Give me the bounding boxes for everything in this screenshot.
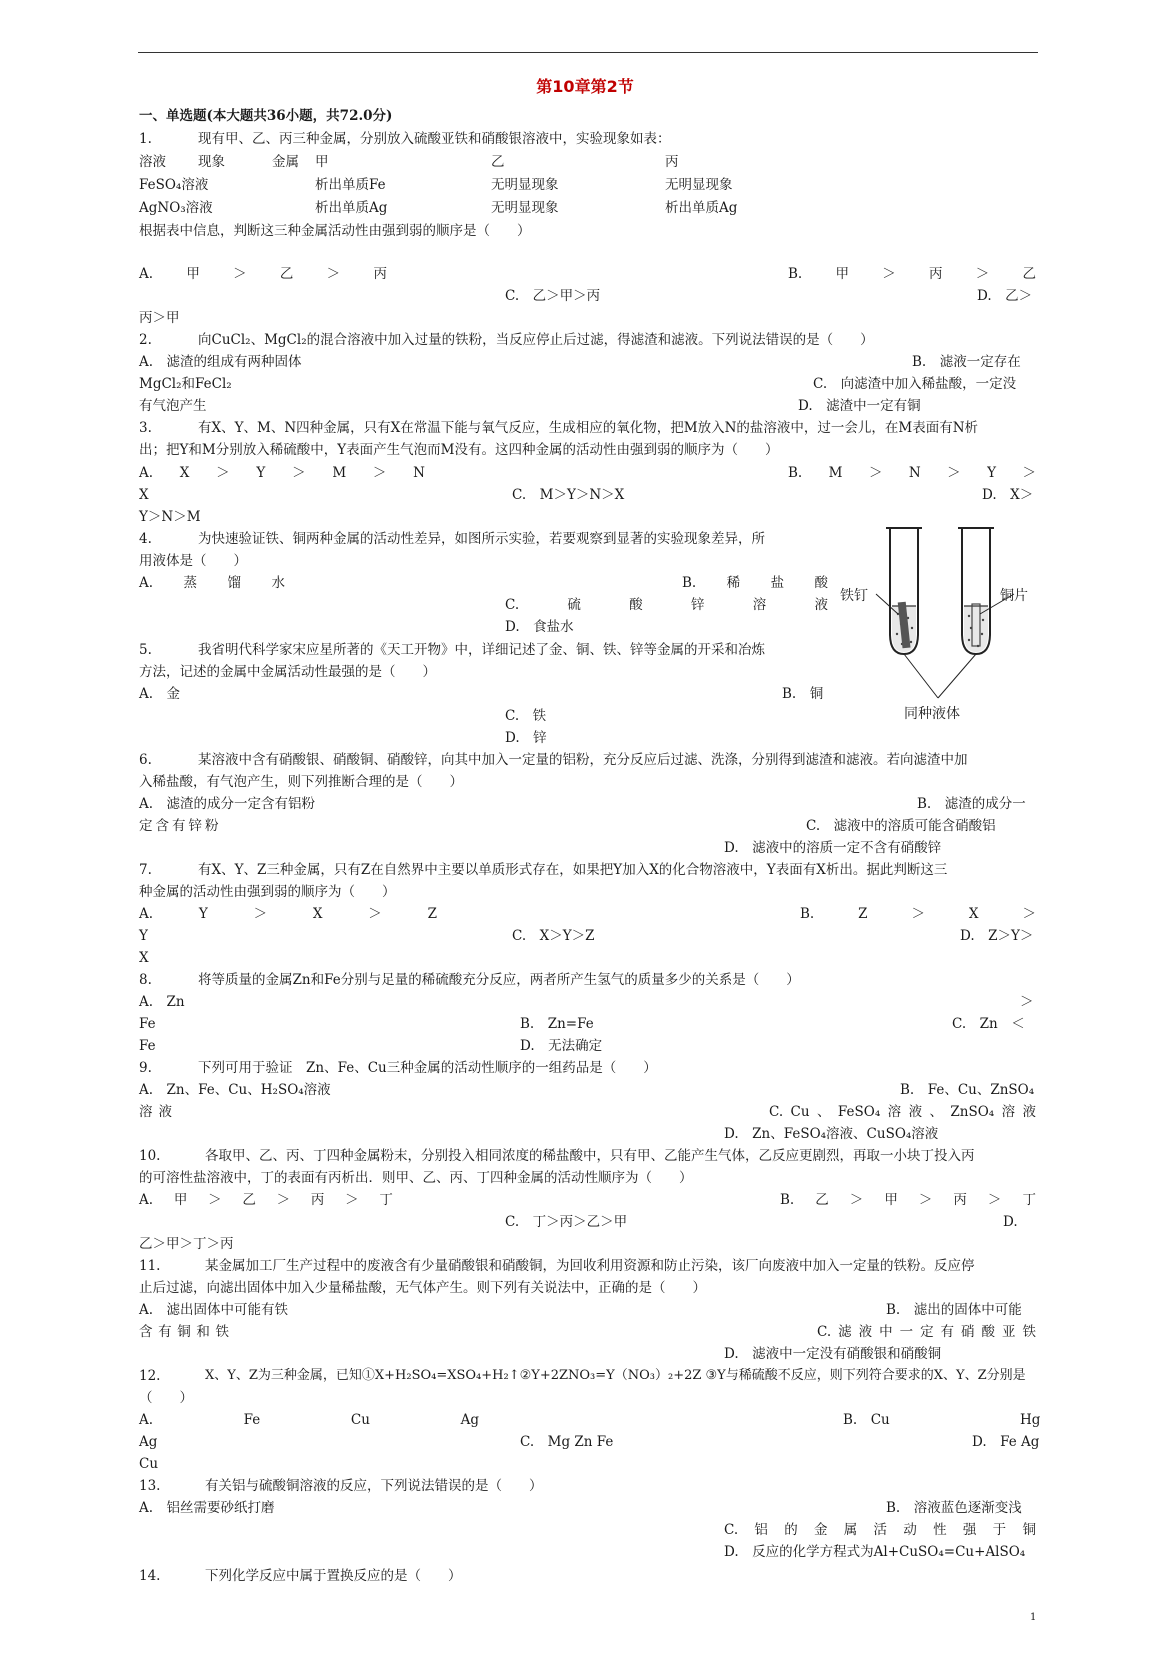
q9-option-b-cont: 溶液 bbox=[139, 1104, 178, 1120]
q12-option-a[interactable]: A. Fe Cu Ag bbox=[139, 1412, 479, 1428]
label-copper-sheet: 铜片 bbox=[1000, 588, 1028, 604]
q9-option-b[interactable]: B. Fe、Cu、ZnSO₄ bbox=[900, 1082, 1035, 1098]
q3-option-b-cont: X bbox=[139, 487, 149, 503]
q10-number: 10. bbox=[139, 1148, 161, 1164]
q6-option-b[interactable]: B. 滤渣的成分一 bbox=[917, 796, 1026, 812]
q7-option-d[interactable]: D. Z＞Y＞ bbox=[960, 928, 1034, 944]
q12-option-b[interactable]: B. Cu bbox=[843, 1412, 890, 1428]
q14-number: 14. bbox=[139, 1568, 161, 1584]
q12-option-b-end: Hg bbox=[1020, 1412, 1041, 1428]
q8-option-a-symbol: ＞ bbox=[1020, 994, 1034, 1010]
q10-stem-1: 各取甲、乙、丙、丁四种金属粉末，分别投入相同浓度的稀盐酸中，只有甲、乙能产生气体，乙反应更剧烈，再取一小块丁投入丙 bbox=[205, 1148, 975, 1164]
q5-option-d[interactable]: D. 锌 bbox=[505, 730, 547, 746]
q11-option-c[interactable]: C. 滤 液 中 一 定 有 硝 酸 亚 铁 bbox=[817, 1324, 1036, 1340]
q13-option-b[interactable]: B. 溶液蓝色逐渐变浅 bbox=[886, 1500, 1022, 1516]
q1-option-a[interactable]: A. 甲 ＞ 乙 ＞ 丙 bbox=[139, 266, 387, 282]
q11-stem-2: 止后过滤，向滤出固体中加入少量稀盐酸，无气体产生。则下列有关说法中，正确的是（ ） bbox=[139, 1280, 706, 1296]
q3-option-d[interactable]: D. X＞ bbox=[982, 487, 1034, 503]
q12-number: 12. bbox=[139, 1368, 161, 1384]
q6-number: 6. bbox=[139, 752, 152, 768]
q2-option-a[interactable]: A. 滤渣的组成有两种固体 bbox=[139, 354, 302, 370]
q10-option-a[interactable]: A. 甲 ＞ 乙 ＞ 丙 ＞ 丁 bbox=[139, 1192, 393, 1208]
q8-option-a-cont: Fe bbox=[139, 1016, 156, 1032]
q2-stem: 向CuCl₂、MgCl₂的混合溶液中加入过量的铁粉，当反应停止后过滤，得滤渣和滤液。下列说法错误的是（ ） bbox=[198, 332, 874, 348]
right-test-tube bbox=[958, 528, 994, 654]
q8-option-d[interactable]: D. 无法确定 bbox=[520, 1038, 603, 1054]
q7-option-a[interactable]: A. Y ＞ X ＞ Z bbox=[139, 906, 437, 922]
q1-row1-a: 析出单质Fe bbox=[315, 177, 386, 193]
q9-option-a[interactable]: A. Zn、Fe、Cu、H₂SO₄溶液 bbox=[139, 1082, 331, 1098]
q11-option-b[interactable]: B. 滤出的固体中可能 bbox=[886, 1302, 1022, 1318]
q7-option-d-cont: X bbox=[139, 950, 149, 966]
q13-option-a[interactable]: A. 铝丝需要砂纸打磨 bbox=[139, 1500, 275, 1516]
q9-stem: 下列可用于验证 Zn、Fe、Cu三种金属的活动性顺序的一组药品是（ ） bbox=[198, 1060, 657, 1076]
q1-option-c[interactable]: C. 乙＞甲＞丙 bbox=[505, 288, 601, 304]
test-tube-figure bbox=[838, 524, 1038, 720]
q1-row2-b: 无明显现象 bbox=[491, 200, 559, 216]
q1-th-a: 甲 bbox=[315, 154, 329, 170]
q5-number: 5. bbox=[139, 642, 152, 658]
q11-option-a[interactable]: A. 滤出固体中可能有铁 bbox=[139, 1302, 289, 1318]
q8-number: 8. bbox=[139, 972, 152, 988]
q11-option-d[interactable]: D. 滤液中一定没有硝酸银和硝酸铜 bbox=[724, 1346, 942, 1362]
label-iron-nail: 铁钉 bbox=[840, 588, 868, 604]
q2-option-b[interactable]: B. 滤液一定存在 bbox=[912, 354, 1021, 370]
q5-option-c[interactable]: C. 铁 bbox=[505, 708, 547, 724]
page-title: 第10章第2节 bbox=[536, 77, 634, 96]
q12-option-d[interactable]: D. Fe Ag bbox=[972, 1434, 1040, 1450]
q8-stem: 将等质量的金属Zn和Fe分别与足量的稀硫酸充分反应，两者所产生氢气的质量多少的关系是（ ） bbox=[198, 972, 800, 988]
q9-number: 9. bbox=[139, 1060, 152, 1076]
q1-th-phenomenon: 现象 bbox=[198, 154, 225, 170]
header-rule bbox=[138, 52, 1038, 53]
q12-option-c[interactable]: C. Mg Zn Fe bbox=[520, 1434, 614, 1450]
q7-stem-1: 有X、Y、Z三种金属，只有Z在自然界中主要以单质形式存在，如果把Y加入X的化合物溶液中，Y表面有X析出。据此判断这三 bbox=[198, 862, 948, 878]
label-same-liquid: 同种液体 bbox=[904, 706, 960, 720]
q10-option-b[interactable]: B. 乙 ＞ 甲 ＞ 丙 ＞ 丁 bbox=[780, 1192, 1036, 1208]
q6-option-c[interactable]: C. 滤液中的溶质可能含硝酸铝 bbox=[806, 818, 996, 834]
q10-option-d[interactable]: D. bbox=[1003, 1214, 1018, 1230]
q1-ask: 根据表中信息，判断这三种金属活动性由强到弱的顺序是（ ） bbox=[139, 223, 531, 239]
q3-option-b[interactable]: B. M ＞ N ＞ Y ＞ bbox=[788, 465, 1036, 481]
q2-option-d[interactable]: D. 滤渣中一定有铜 bbox=[798, 398, 921, 414]
q3-option-d-cont: Y＞N＞M bbox=[139, 509, 201, 525]
q8-option-a[interactable]: A. Zn bbox=[139, 994, 185, 1010]
q10-option-d-cont: 乙＞甲＞丁＞丙 bbox=[139, 1236, 234, 1252]
q5-option-b[interactable]: B. 铜 bbox=[782, 686, 824, 702]
q5-stem-2: 方法，记述的金属中金属活动性最强的是（ ） bbox=[139, 664, 436, 680]
q5-stem-1: 我省明代科学家宋应星所著的《天工开物》中，详细记述了金、铜、铁、锌等金属的开采和冶炼 bbox=[198, 642, 765, 658]
q4-stem-2: 用液体是（ ） bbox=[139, 553, 247, 569]
q3-stem-2: 出；把Y和M分别放入稀硫酸中，Y表面产生气泡而M没有。这四种金属的活动性由强到弱的顺序为（ ） bbox=[139, 442, 779, 458]
q1-th-c: 丙 bbox=[665, 154, 679, 170]
q14-stem: 下列化学反应中属于置换反应的是（ ） bbox=[205, 1568, 462, 1584]
q13-option-c[interactable]: C. 铝 的 金 属 活 动 性 强 于 铜 bbox=[724, 1522, 1036, 1538]
q2-number: 2. bbox=[139, 332, 152, 348]
q6-stem-2: 入稀盐酸，有气泡产生，则下列推断合理的是（ ） bbox=[139, 774, 463, 790]
q7-stem-2: 种金属的活动性由强到弱的顺序为（ ） bbox=[139, 884, 396, 900]
q8-option-b[interactable]: B. Zn=Fe bbox=[520, 1016, 594, 1032]
q1-stem: 现有甲、乙、丙三种金属，分别放入硫酸亚铁和硝酸银溶液中，实验现象如表： bbox=[198, 131, 671, 147]
q7-option-b-cont: Y bbox=[139, 928, 148, 944]
q12-option-d-cont: Cu bbox=[139, 1456, 159, 1472]
q10-stem-2: 的可溶性盐溶液中，丁的表面有丙析出．则甲、乙、丙、丁四种金属的活动性顺序为（ ） bbox=[139, 1170, 693, 1186]
q1-option-d-cont: 丙＞甲 bbox=[139, 310, 180, 326]
q13-option-d[interactable]: D. 反应的化学方程式为Al+CuSO₄=Cu+AlSO₄ bbox=[724, 1544, 1026, 1560]
left-test-tube bbox=[886, 528, 922, 654]
q4-option-d[interactable]: D. 食盐水 bbox=[505, 619, 574, 635]
section-heading: 一、单选题(本大题共36小题，共72.0分) bbox=[139, 108, 393, 124]
q4-number: 4. bbox=[139, 531, 152, 547]
q1-row1-c: 无明显现象 bbox=[665, 177, 733, 193]
q6-option-b-cont: 定含有锌粉 bbox=[139, 818, 222, 834]
q8-option-c-cont: Fe bbox=[139, 1038, 156, 1054]
q1-row2-a: 析出单质Ag bbox=[315, 200, 388, 216]
q6-stem-1: 某溶液中含有硝酸银、硝酸铜、硝酸锌，向其中加入一定量的铝粉，充分反应后过滤、洗涤，分别得到滤渣和滤液。若向滤渣中加 bbox=[198, 752, 968, 768]
q1-option-b[interactable]: B. 甲 ＞ 丙 ＞ 乙 bbox=[788, 266, 1036, 282]
q9-option-c[interactable]: C. Cu 、 FeSO₄ 溶 液 、 ZnSO₄ 溶 液 bbox=[769, 1104, 1036, 1120]
q7-number: 7. bbox=[139, 862, 152, 878]
q1-number: 1. bbox=[139, 131, 152, 147]
q3-number: 3. bbox=[139, 420, 152, 436]
q1-row1-b: 无明显现象 bbox=[491, 177, 559, 193]
q1-row2-label: AgNO₃溶液 bbox=[139, 200, 213, 216]
q3-option-c[interactable]: C. M＞Y＞N＞X bbox=[512, 487, 625, 503]
q3-option-a[interactable]: A. X ＞ Y ＞ M ＞ N bbox=[139, 465, 425, 481]
q1-option-d[interactable]: D. 乙＞ bbox=[977, 288, 1033, 304]
q4-option-b[interactable]: B. 稀 盐 酸 bbox=[682, 575, 828, 591]
q7-option-c[interactable]: C. X＞Y＞Z bbox=[512, 928, 595, 944]
q8-option-c[interactable]: C. Zn ＜ bbox=[952, 1016, 1025, 1032]
q12-option-b-cont: Ag bbox=[139, 1434, 158, 1450]
q2-option-c[interactable]: C. 向滤渣中加入稀盐酸，一定没 bbox=[813, 376, 1017, 392]
q5-option-a[interactable]: A. 金 bbox=[139, 686, 181, 702]
q1-th-metal: 金属 bbox=[272, 154, 299, 170]
q11-number: 11. bbox=[139, 1258, 161, 1274]
q4-stem-1: 为快速验证铁、铜两种金属的活动性差异，如图所示实验，若要观察到显著的实验现象差异，所 bbox=[198, 531, 765, 547]
q2-option-b-cont: MgCl₂和FeCl₂ bbox=[139, 376, 232, 392]
q11-stem-1: 某金属加工厂生产过程中的废液含有少量硝酸银和硝酸铜，为回收利用资源和防止污染，该厂向废液中加入一定量的铁粉。反应停 bbox=[205, 1258, 975, 1274]
page-number: 1 bbox=[1030, 1612, 1037, 1623]
q1-row2-c: 析出单质Ag bbox=[665, 200, 738, 216]
q1-th-b: 乙 bbox=[491, 154, 505, 170]
q6-option-a[interactable]: A. 滤渣的成分一定含有铝粉 bbox=[139, 796, 316, 812]
q13-number: 13. bbox=[139, 1478, 161, 1494]
q3-stem-1: 有X、Y、M、N四种金属，只有X在常温下能与氧气反应，生成相应的氧化物，把M放入N的盐溶液中，过一会儿，在M表面有N析 bbox=[198, 420, 979, 436]
q13-stem: 有关铝与硫酸铜溶液的反应，下列说法错误的是（ ） bbox=[205, 1478, 543, 1494]
q1-row1-label: FeSO₄溶液 bbox=[139, 177, 209, 193]
q10-option-c[interactable]: C. 丁＞丙＞乙＞甲 bbox=[505, 1214, 628, 1230]
q7-option-b[interactable]: B. Z ＞ X ＞ bbox=[800, 906, 1036, 922]
q1-th-solution: 溶液 bbox=[139, 154, 166, 170]
q6-option-d[interactable]: D. 滤液中的溶质一定不含有硝酸锌 bbox=[724, 840, 942, 856]
q4-option-c[interactable]: C. 硫 酸 锌 溶 液 bbox=[505, 597, 828, 613]
q9-option-d[interactable]: D. Zn、FeSO₄溶液、CuSO₄溶液 bbox=[724, 1126, 939, 1142]
q4-option-a[interactable]: A. 蒸 馏 水 bbox=[139, 575, 285, 591]
q11-option-b-cont: 含 有 铜 和 铁 bbox=[139, 1324, 229, 1340]
q12-stem-1: X、Y、Z为三种金属，已知①X+H₂SO₄=XSO₄+H₂↑②Y+2ZNO₃=Y（NO₃）₂+2Z ③Y与稀硫酸不反应，则下列符合要求的X、Y、Z分别是 bbox=[205, 1368, 1026, 1383]
q2-option-c-cont: 有气泡产生 bbox=[139, 398, 207, 414]
q12-stem-2: （ ） bbox=[139, 1390, 193, 1406]
